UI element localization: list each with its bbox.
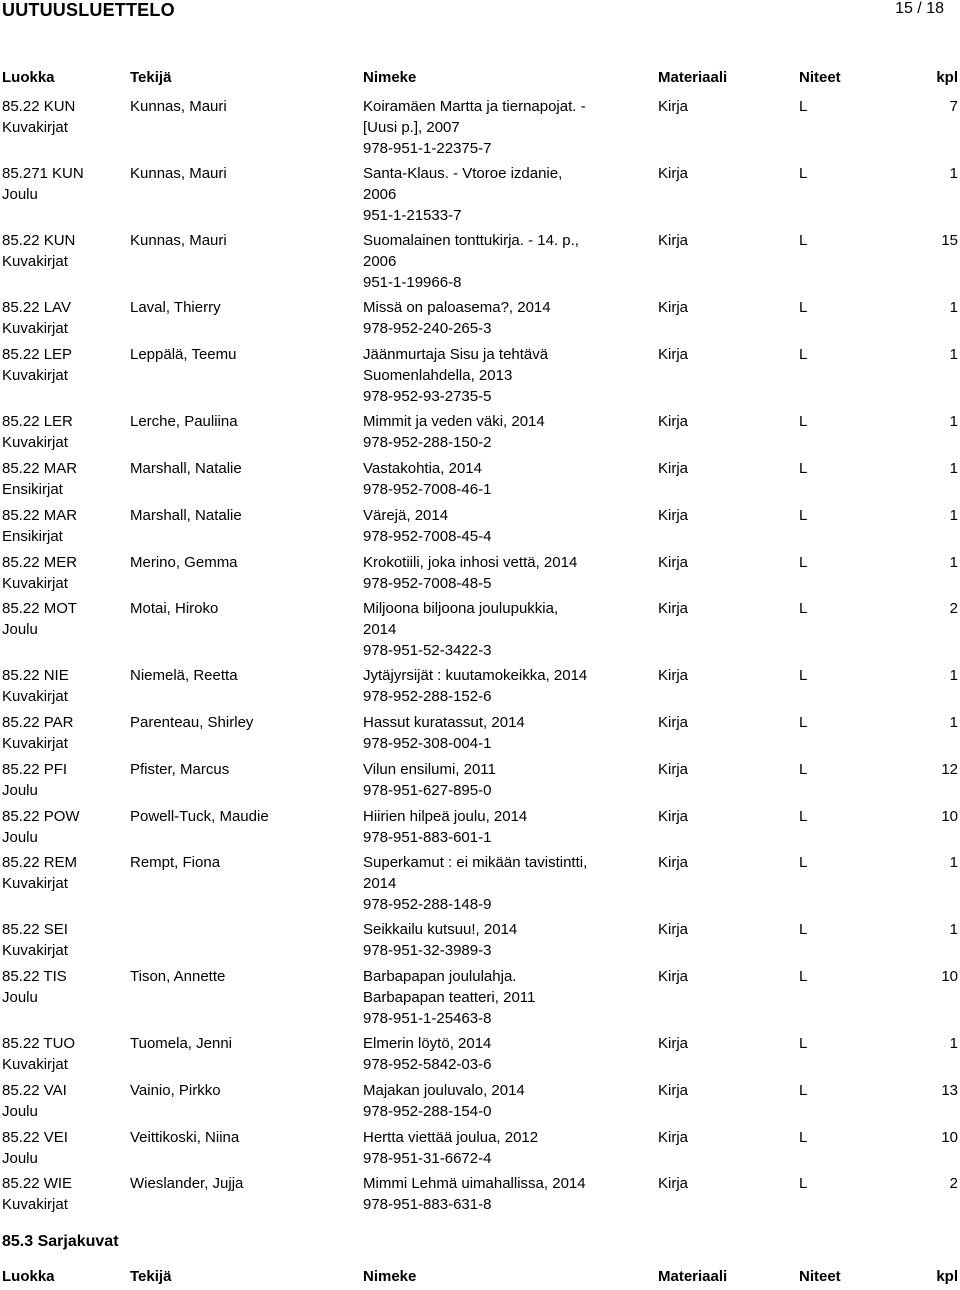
col-header-kpl: kpl: [936, 69, 958, 86]
class-cell-line: Kuvakirjat: [2, 119, 68, 136]
title-cell-line: 978-952-288-152-6: [363, 688, 492, 705]
material-cell: Kirja: [658, 667, 689, 684]
class-cell: [2, 458, 127, 500]
class-cell-line: Kuvakirjat: [2, 735, 68, 752]
class-cell-line: Ensikirjat: [2, 481, 63, 498]
count-cell: 12: [941, 761, 958, 778]
author-cell: Marshall, Natalie: [130, 507, 242, 524]
count-cell: 1: [949, 507, 958, 524]
class-cell: [2, 96, 127, 138]
title-cell-line: 978-952-7008-46-1: [363, 481, 492, 498]
notes-cell: L: [799, 232, 808, 249]
notes-cell: L: [799, 1082, 808, 1099]
title-cell-line: Hassut kuratassut, 2014: [363, 714, 525, 731]
class-cell: [2, 1127, 127, 1169]
title-cell-line: Mimmit ja veden väki, 2014: [363, 413, 545, 430]
title-cell-line: 978-952-7008-48-5: [363, 575, 492, 592]
class-cell: [2, 712, 127, 754]
title-cell-line: 978-952-308-004-1: [363, 735, 492, 752]
material-cell: Kirja: [658, 1129, 689, 1146]
author-cell: Powell-Tuck, Maudie: [130, 808, 269, 825]
count-cell: 10: [941, 808, 958, 825]
title-cell-line: 978-951-1-22375-7: [363, 140, 492, 157]
count-cell: 1: [949, 667, 958, 684]
notes-cell: L: [799, 413, 808, 430]
notes-cell: L: [799, 507, 808, 524]
class-cell: [2, 966, 127, 1008]
col-header-kpl: kpl: [936, 1268, 958, 1285]
title-cell-line: Jytäjyrsijät : kuutamokeikka, 2014: [363, 667, 588, 684]
title-cell: [363, 665, 653, 707]
material-cell: Kirja: [658, 554, 689, 571]
catalog-title: UUTUUSLUETTELO: [2, 0, 175, 20]
title-cell-line: 2014: [363, 621, 397, 638]
col-header-nimeke: Nimeke: [363, 1268, 417, 1285]
title-cell-line: Missä on paloasema?, 2014: [363, 299, 551, 316]
notes-cell: L: [799, 98, 808, 115]
material-cell: Kirja: [658, 1035, 689, 1052]
title-cell-line: Superkamut : ei mikään tavistintti,: [363, 854, 588, 871]
class-cell-line: 85.22 MAR: [2, 460, 78, 477]
class-cell-line: 85.22 NIE: [2, 667, 69, 684]
title-cell: [363, 344, 653, 407]
class-cell-line: 85.22 LEP: [2, 346, 73, 363]
material-cell: Kirja: [658, 761, 689, 778]
class-cell-line: Kuvakirjat: [2, 875, 68, 892]
count-cell: 1: [949, 165, 958, 182]
title-cell: [363, 852, 653, 915]
column-header-row: [0, 69, 960, 91]
material-cell: Kirja: [658, 808, 689, 825]
count-cell: 1: [949, 921, 958, 938]
title-cell-line: 951-1-21533-7: [363, 207, 462, 224]
count-cell: 2: [949, 600, 958, 617]
class-cell-line: Kuvakirjat: [2, 1056, 68, 1073]
title-cell: [363, 806, 653, 848]
title-cell: [363, 458, 653, 500]
title-cell-line: Seikkailu kutsuu!, 2014: [363, 921, 518, 938]
notes-cell: L: [799, 808, 808, 825]
author-cell: Kunnas, Mauri: [130, 165, 227, 182]
material-cell: Kirja: [658, 1175, 689, 1192]
class-cell-line: 85.22 SEI: [2, 921, 68, 938]
author-cell: Veittikoski, Niina: [130, 1129, 240, 1146]
notes-cell: L: [799, 1035, 808, 1052]
title-cell-line: 978-951-31-6672-4: [363, 1150, 492, 1167]
author-cell: Tuomela, Jenni: [130, 1035, 232, 1052]
title-cell-line: Koiramäen Martta ja tiernapojat. -: [363, 98, 586, 115]
class-cell: [2, 598, 127, 640]
class-cell-line: 85.22 MOT: [2, 600, 78, 617]
material-cell: Kirja: [658, 600, 689, 617]
material-cell: Kirja: [658, 299, 689, 316]
title-cell-line: 978-951-883-601-1: [363, 829, 492, 846]
class-cell-line: 85.22 TUO: [2, 1035, 76, 1052]
title-cell: [363, 1173, 653, 1215]
class-cell-line: 85.22 VAI: [2, 1082, 67, 1099]
title-cell-line: 978-951-32-3989-3: [363, 942, 492, 959]
class-cell: [2, 665, 127, 707]
title-cell-line: 978-951-52-3422-3: [363, 642, 492, 659]
section-title: 85.3 Sarjakuvat: [2, 1233, 119, 1250]
notes-cell: L: [799, 714, 808, 731]
class-cell-line: 85.22 KUN: [2, 98, 76, 115]
material-cell: Kirja: [658, 921, 689, 938]
title-cell: [363, 919, 653, 961]
author-cell: Pfister, Marcus: [130, 761, 230, 778]
notes-cell: L: [799, 761, 808, 778]
title-cell: [363, 297, 653, 339]
notes-cell: L: [799, 299, 808, 316]
col-header-niteet: Niteet: [799, 1268, 841, 1285]
class-cell-line: Joulu: [2, 186, 38, 203]
title-cell-line: 978-952-240-265-3: [363, 320, 492, 337]
title-cell-line: 978-952-288-150-2: [363, 434, 492, 451]
class-cell-line: 85.22 VEI: [2, 1129, 68, 1146]
class-cell-line: Joulu: [2, 829, 38, 846]
author-cell: Motai, Hiroko: [130, 600, 219, 617]
class-cell-line: 85.22 LER: [2, 413, 73, 430]
material-cell: Kirja: [658, 413, 689, 430]
count-cell: 1: [949, 346, 958, 363]
class-cell-line: Kuvakirjat: [2, 1196, 68, 1213]
title-cell-line: Krokotiili, joka inhosi vettä, 2014: [363, 554, 578, 571]
title-cell: [363, 411, 653, 453]
title-cell-line: Jäänmurtaja Sisu ja tehtävä: [363, 346, 549, 363]
count-cell: 2: [949, 1175, 958, 1192]
class-cell: [2, 919, 127, 961]
class-cell: [2, 552, 127, 594]
count-cell: 13: [941, 1082, 958, 1099]
material-cell: Kirja: [658, 232, 689, 249]
title-cell-line: 978-952-288-148-9: [363, 896, 492, 913]
title-cell: [363, 1127, 653, 1169]
author-cell: Lerche, Pauliina: [130, 413, 238, 430]
material-cell: Kirja: [658, 507, 689, 524]
material-cell: Kirja: [658, 460, 689, 477]
class-cell-line: Kuvakirjat: [2, 367, 68, 384]
title-cell-line: Suomalainen tonttukirja. - 14. p.,: [363, 232, 579, 249]
title-cell: [363, 230, 653, 293]
class-cell-line: 85.22 WIE: [2, 1175, 73, 1192]
class-cell: [2, 759, 127, 801]
author-cell: Parenteau, Shirley: [130, 714, 254, 731]
column-header-row-bottom: [0, 1268, 960, 1290]
class-cell-line: 85.22 TIS: [2, 968, 67, 985]
title-cell-line: 978-951-1-25463-8: [363, 1010, 492, 1027]
col-header-luokka: Luokka: [2, 1268, 55, 1285]
title-cell-line: Värejä, 2014: [363, 507, 449, 524]
class-cell: [2, 1080, 127, 1122]
notes-cell: L: [799, 667, 808, 684]
count-cell: 1: [949, 714, 958, 731]
col-header-materiaali: Materiaali: [658, 1268, 728, 1285]
material-cell: Kirja: [658, 714, 689, 731]
title-cell: [363, 966, 653, 1029]
title-cell: [363, 598, 653, 661]
class-cell-line: Joulu: [2, 621, 38, 638]
class-cell-line: 85.22 PFI: [2, 761, 68, 778]
material-cell: Kirja: [658, 1082, 689, 1099]
col-header-tekija: Tekijä: [130, 1268, 172, 1285]
class-cell-line: Joulu: [2, 989, 38, 1006]
col-header-tekija: Tekijä: [130, 69, 172, 86]
notes-cell: L: [799, 600, 808, 617]
author-cell: Merino, Gemma: [130, 554, 238, 571]
class-cell-line: Kuvakirjat: [2, 434, 68, 451]
col-header-materiaali: Materiaali: [658, 69, 728, 86]
title-cell-line: [Uusi p.], 2007: [363, 119, 460, 136]
class-cell-line: 85.22 PAR: [2, 714, 74, 731]
class-cell-line: 85.22 POW: [2, 808, 80, 825]
title-cell: [363, 505, 653, 547]
notes-cell: L: [799, 854, 808, 871]
class-cell-line: 85.22 MER: [2, 554, 78, 571]
class-cell: [2, 505, 127, 547]
notes-cell: L: [799, 968, 808, 985]
author-cell: Tison, Annette: [130, 968, 226, 985]
title-cell-line: Santa-Klaus. - Vtoroe izdanie,: [363, 165, 563, 182]
author-cell: Marshall, Natalie: [130, 460, 242, 477]
title-cell-line: Majakan jouluvalo, 2014: [363, 1082, 525, 1099]
material-cell: Kirja: [658, 98, 689, 115]
notes-cell: L: [799, 554, 808, 571]
class-cell-line: 85.271 KUN: [2, 165, 84, 182]
title-cell-line: 978-951-627-895-0: [363, 782, 492, 799]
col-header-luokka: Luokka: [2, 69, 55, 86]
count-cell: 1: [949, 554, 958, 571]
title-cell-line: Hertta viettää joulua, 2012: [363, 1129, 539, 1146]
count-cell: 10: [941, 1129, 958, 1146]
class-cell-line: Ensikirjat: [2, 528, 63, 545]
class-cell-line: Kuvakirjat: [2, 688, 68, 705]
class-cell: [2, 163, 127, 205]
author-cell: Niemelä, Reetta: [130, 667, 238, 684]
title-cell: [363, 1033, 653, 1075]
class-cell-line: Kuvakirjat: [2, 320, 68, 337]
material-cell: Kirja: [658, 968, 689, 985]
title-cell-line: 2006: [363, 253, 397, 270]
title-cell-line: 978-951-883-631-8: [363, 1196, 492, 1213]
col-header-nimeke: Nimeke: [363, 69, 417, 86]
notes-cell: L: [799, 460, 808, 477]
class-cell: [2, 1173, 127, 1215]
count-cell: 1: [949, 460, 958, 477]
class-cell-line: 85.22 KUN: [2, 232, 76, 249]
class-cell: [2, 344, 127, 386]
class-cell: [2, 806, 127, 848]
title-cell: [363, 96, 653, 159]
author-cell: Rempt, Fiona: [130, 854, 221, 871]
class-cell-line: Joulu: [2, 1150, 38, 1167]
count-cell: 1: [949, 413, 958, 430]
title-cell-line: Barbapapan teatteri, 2011: [363, 989, 536, 1006]
class-cell: [2, 411, 127, 453]
title-cell-line: Hiirien hilpeä joulu, 2014: [363, 808, 528, 825]
count-cell: 1: [949, 854, 958, 871]
class-cell: [2, 297, 127, 339]
class-cell-line: 85.22 REM: [2, 854, 78, 871]
title-cell-line: Suomenlahdella, 2013: [363, 367, 513, 384]
title-cell: [363, 1080, 653, 1122]
author-cell: Kunnas, Mauri: [130, 232, 227, 249]
title-cell: [363, 552, 653, 594]
class-cell-line: Kuvakirjat: [2, 575, 68, 592]
author-cell: Kunnas, Mauri: [130, 98, 227, 115]
class-cell: [2, 230, 127, 272]
title-cell-line: 2006: [363, 186, 397, 203]
class-cell: [2, 1033, 127, 1075]
class-cell-line: 85.22 LAV: [2, 299, 71, 316]
title-cell-line: 978-952-7008-45-4: [363, 528, 492, 545]
title-cell-line: Barbapapan joululahja.: [363, 968, 517, 985]
material-cell: Kirja: [658, 165, 689, 182]
title-cell-line: Miljoona biljoona joulupukkia,: [363, 600, 559, 617]
class-cell: [2, 852, 127, 894]
class-cell-line: Joulu: [2, 1103, 38, 1120]
title-cell-line: 978-952-5842-03-6: [363, 1056, 492, 1073]
title-cell-line: 978-952-288-154-0: [363, 1103, 492, 1120]
title-cell: [363, 163, 653, 226]
class-cell-line: 85.22 MAR: [2, 507, 78, 524]
count-cell: 1: [949, 1035, 958, 1052]
class-cell-line: Kuvakirjat: [2, 942, 68, 959]
author-cell: Vainio, Pirkko: [130, 1082, 221, 1099]
class-cell-line: Joulu: [2, 782, 38, 799]
count-cell: 7: [949, 98, 958, 115]
material-cell: Kirja: [658, 346, 689, 363]
notes-cell: L: [799, 165, 808, 182]
title-cell-line: 978-952-93-2735-5: [363, 388, 492, 405]
notes-cell: L: [799, 921, 808, 938]
author-cell: Wieslander, Jujja: [130, 1175, 244, 1192]
title-cell: [363, 712, 653, 754]
count-cell: 10: [941, 968, 958, 985]
title-cell-line: Mimmi Lehmä uimahallissa, 2014: [363, 1175, 586, 1192]
class-cell-line: Kuvakirjat: [2, 253, 68, 270]
title-cell-line: 951-1-19966-8: [363, 274, 462, 291]
count-cell: 1: [949, 299, 958, 316]
title-cell-line: Elmerin löytö, 2014: [363, 1035, 492, 1052]
title-cell: [363, 759, 653, 801]
title-cell-line: 2014: [363, 875, 397, 892]
page-number: 15 / 18: [895, 0, 944, 17]
col-header-niteet: Niteet: [799, 69, 841, 86]
notes-cell: L: [799, 1129, 808, 1146]
title-cell-line: Vilun ensilumi, 2011: [363, 761, 496, 778]
author-cell: Laval, Thierry: [130, 299, 221, 316]
title-cell-line: Vastakohtia, 2014: [363, 460, 482, 477]
count-cell: 15: [941, 232, 958, 249]
author-cell: Leppälä, Teemu: [130, 346, 237, 363]
notes-cell: L: [799, 1175, 808, 1192]
material-cell: Kirja: [658, 854, 689, 871]
notes-cell: L: [799, 346, 808, 363]
